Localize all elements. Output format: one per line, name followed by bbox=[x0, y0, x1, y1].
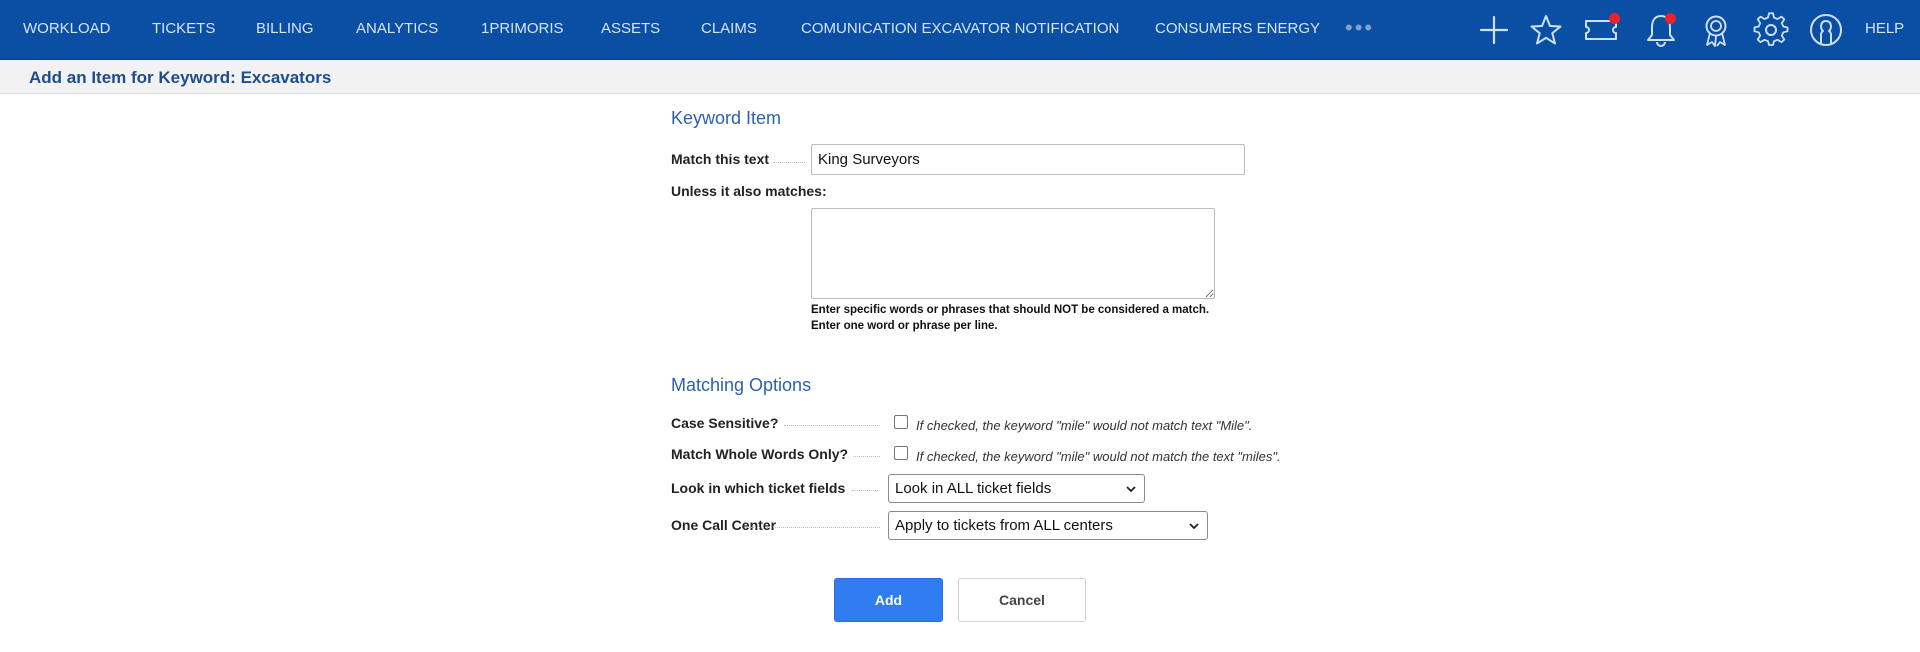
nav-comunication-excavator-notification[interactable]: COMUNICATION EXCAVATOR NOTIFICATION bbox=[801, 20, 1120, 37]
nav-billing[interactable]: BILLING bbox=[256, 20, 314, 37]
top-nav-bar bbox=[0, 0, 1920, 60]
leader-dots bbox=[784, 425, 880, 426]
ticket-notification-badge bbox=[1609, 13, 1620, 24]
star-icon[interactable] bbox=[1528, 12, 1564, 48]
case-sensitive-label: Case Sensitive? bbox=[671, 415, 779, 431]
nav-workload[interactable]: WORKLOAD bbox=[23, 20, 111, 37]
ticket-fields-select[interactable] bbox=[888, 474, 1145, 503]
leader-dots bbox=[746, 527, 880, 528]
leader-dots bbox=[852, 490, 878, 491]
unless-hint-line-1: Enter specific words or phrases that should NOT be considered a match. bbox=[811, 304, 1210, 316]
nav-assets[interactable]: ASSETS bbox=[601, 20, 661, 37]
award-icon[interactable] bbox=[1698, 12, 1734, 48]
nav-consumers-energy[interactable]: CONSUMERS ENERGY bbox=[1155, 20, 1321, 37]
nav-tickets[interactable]: TICKETS bbox=[152, 20, 216, 37]
whole-words-checkbox[interactable] bbox=[894, 446, 908, 460]
gear-icon[interactable] bbox=[1753, 12, 1789, 48]
whole-words-note: If checked, the keyword "mile" would not match the text "miles". bbox=[916, 449, 1281, 464]
cancel-button[interactable]: Cancel bbox=[958, 578, 1086, 622]
unless-matches-label: Unless it also matches: bbox=[671, 183, 827, 199]
nav-claims[interactable]: CLAIMS bbox=[701, 20, 757, 37]
leader-dots bbox=[773, 162, 805, 163]
case-sensitive-checkbox[interactable] bbox=[894, 415, 908, 429]
unless-matches-textarea[interactable] bbox=[811, 208, 1215, 299]
match-text-label: Match this text bbox=[671, 151, 770, 167]
chevron-down-icon bbox=[1126, 484, 1136, 494]
bell-notification-badge bbox=[1665, 13, 1676, 24]
leader-dots bbox=[853, 456, 880, 457]
whole-words-label: Match Whole Words Only? bbox=[671, 446, 849, 462]
page-header bbox=[0, 60, 1920, 94]
one-call-center-select[interactable] bbox=[888, 511, 1208, 540]
add-button[interactable]: Add bbox=[834, 578, 943, 622]
page-title: Add an Item for Keyword: Excavators bbox=[29, 68, 332, 87]
nav-more-button[interactable]: ••• bbox=[1345, 15, 1375, 40]
nav-analytics[interactable]: ANALYTICS bbox=[356, 20, 439, 37]
plus-icon[interactable] bbox=[1476, 12, 1512, 48]
unless-hint-line-2: Enter one word or phrase per line. bbox=[811, 320, 998, 332]
one-call-center-label: One Call Center bbox=[671, 517, 777, 533]
keyword-item-heading: Keyword Item bbox=[671, 108, 782, 128]
ticket-fields-label: Look in which ticket fields bbox=[671, 480, 846, 496]
one-call-center-selected-value: Apply to tickets from ALL centers bbox=[895, 517, 1113, 534]
user-icon[interactable] bbox=[1808, 12, 1844, 48]
nav-1primoris[interactable]: 1PRIMORIS bbox=[481, 20, 564, 37]
case-sensitive-note: If checked, the keyword "mile" would not match text "Mile". bbox=[916, 418, 1253, 433]
chevron-down-icon bbox=[1189, 521, 1199, 531]
ticket-fields-selected-value: Look in ALL ticket fields bbox=[895, 480, 1052, 497]
help-link[interactable]: HELP bbox=[1865, 20, 1905, 37]
match-text-input[interactable] bbox=[811, 144, 1245, 175]
matching-options-heading: Matching Options bbox=[671, 375, 812, 395]
